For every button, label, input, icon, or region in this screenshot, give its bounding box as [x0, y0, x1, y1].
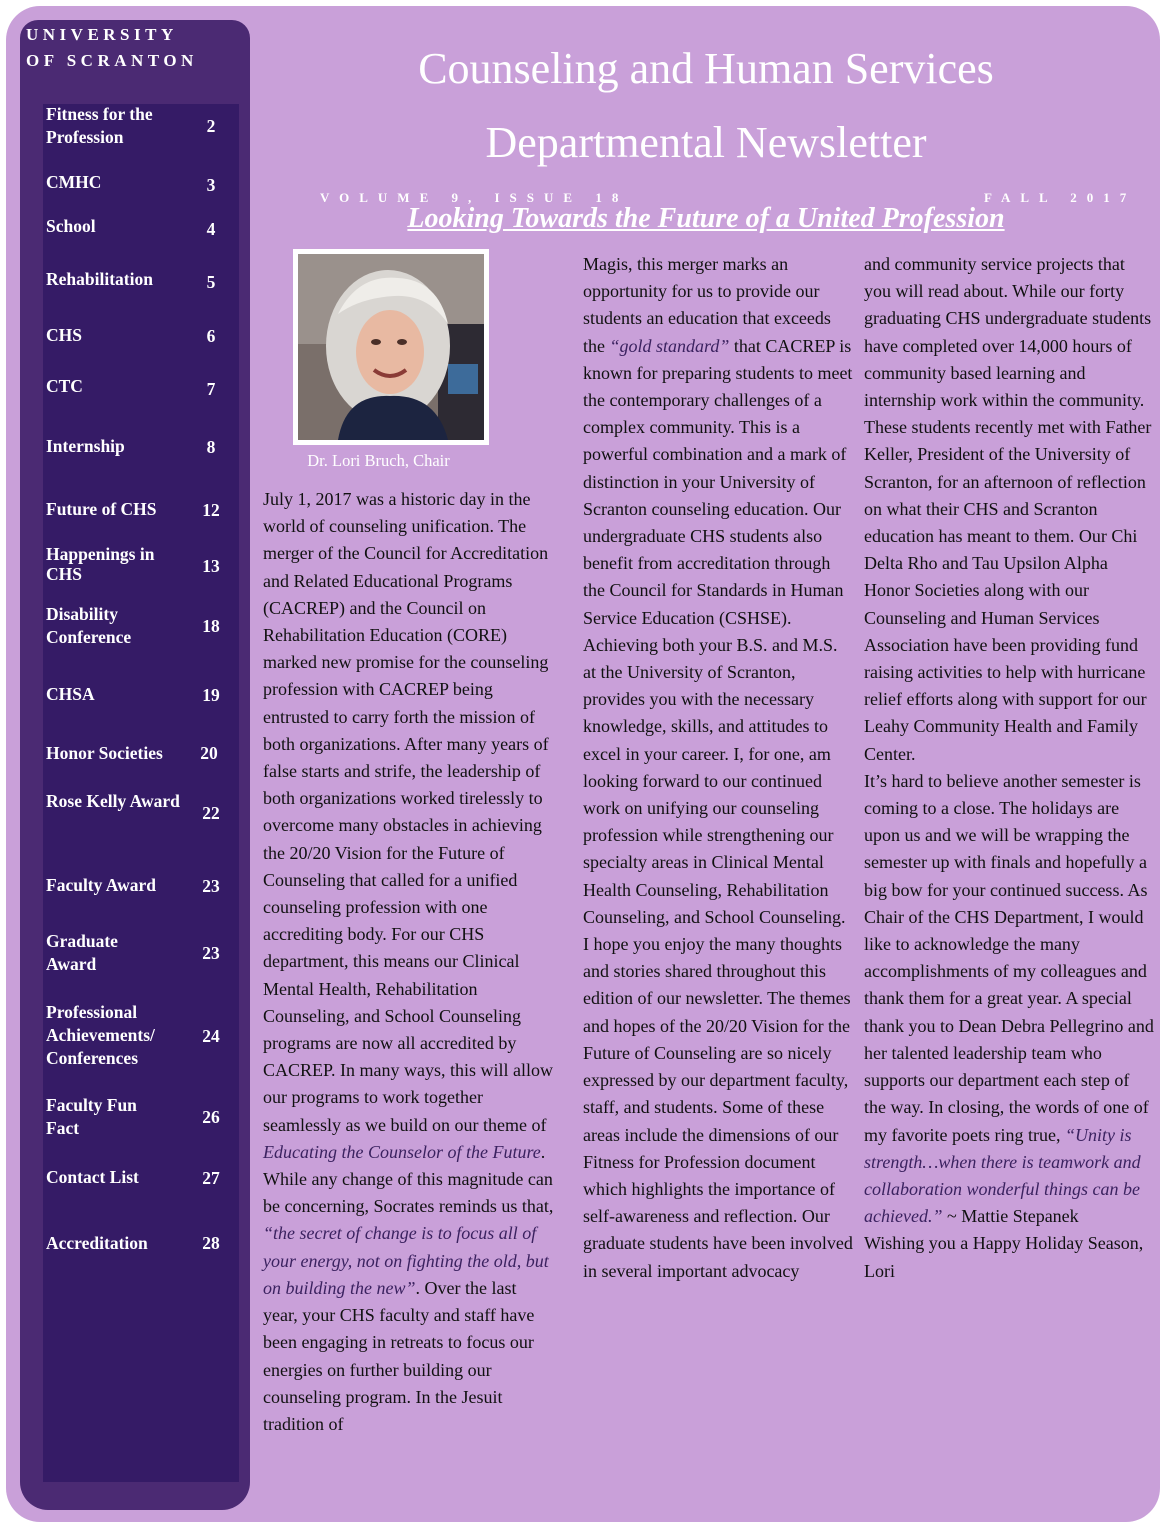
newsletter-title-line-1: Counseling and Human Services	[418, 44, 994, 93]
toc-page: 19	[202, 685, 220, 705]
toc-page: 4	[206, 219, 216, 239]
toc-page: 8	[206, 437, 216, 457]
article-paragraph	[583, 251, 853, 931]
toc-label: Rose Kelly Award	[46, 791, 180, 811]
issue-season: FALL 2017	[984, 190, 1137, 205]
article-paragraph: and community service projects that you will read about. While our forty graduating CHS undergraduate students have completed over 14,000 hours of community based learning and internship work within the community. These students recently met with Father Keller, President of the University of Scranton, for an afternoon of reflection on what their CHS and Scranton education has meant to them. Our Chi Delta Rho and Tau Upsilon Alpha Honor Societies along with our Counseling and Human Services Association have been providing fund raising activities to help with hurricane relief efforts along with support for our Leahy Community Health and Family Center.	[864, 254, 1152, 764]
toc-label: Faculty Award	[46, 875, 157, 895]
volume-issue: VOLUME 9, ISSUE 18	[320, 190, 629, 205]
university-line-2: OF SCRANTON	[26, 51, 198, 70]
toc-label: Professional Achievements/ Conferences	[46, 1002, 155, 1068]
toc-label: Fitness for the Profession	[46, 104, 153, 147]
toc-label: Faculty Fun Fact	[46, 1095, 137, 1138]
toc-label: Contact List	[46, 1167, 139, 1187]
toc-page: 26	[202, 1107, 220, 1127]
toc-label: Accreditation	[46, 1233, 148, 1253]
article-column-1	[263, 486, 555, 1438]
closing-line: Wishing you a Happy Holiday Season,	[864, 1233, 1144, 1254]
toc-label: Disability Conference	[46, 604, 132, 647]
toc-page: 5	[206, 272, 216, 292]
newsletter-title-line-2: Departmental Newsletter	[485, 118, 927, 167]
toc-page: 27	[202, 1168, 220, 1188]
toc-label: Honor Societies	[46, 743, 163, 763]
portrait-image	[298, 254, 484, 440]
article-paragraph	[263, 486, 555, 1438]
university-line-1: UNIVERSITY	[26, 25, 178, 44]
toc-page: 2	[206, 116, 216, 136]
article-text: . Over the last year, your CHS faculty and staff have been engaging in retreats to focus our energies on further building our counseling program. In the Jesuit tradition of	[263, 1277, 535, 1434]
toc-label: CHSA	[46, 684, 95, 704]
toc-label: Graduate Award	[46, 931, 118, 974]
university-name	[26, 22, 236, 74]
toc-page: 18	[202, 616, 220, 636]
toc-label: CMHC	[46, 172, 102, 192]
article-text: . While any change of this magnitude can be concerning, Socrates reminds us that,	[263, 1141, 554, 1217]
toc-label: Rehabilitation	[46, 269, 153, 289]
article-text: that CACREP is known for preparing students to meet the contemporary challenges of a complex community. This is a powerful combination and a mark of distinction in your University of Scranton counseling education. Our undergraduate CHS students also benefit from accreditation through the Council for Standards in Human Service Education (CSHSE). Achieving both your B.S. and M.S. at the University of Scranton, provides you with the necessary knowledge, skills, and attitudes to excel in your career. I, for one, am looking forward to our continued work on unifying our counseling profession while strengthening our specialty areas in Clinical Mental Health Counseling, Rehabilitation Counseling, and School Counseling.	[583, 335, 853, 927]
toc-label: CHS	[46, 325, 82, 345]
newsletter-page	[6, 6, 1160, 1522]
toc-page: 20	[200, 743, 218, 763]
chair-photo	[293, 249, 489, 445]
toc-page: 28	[202, 1233, 220, 1253]
toc-label: Future of CHS	[46, 499, 157, 519]
toc-label: Internship	[46, 436, 125, 456]
toc-page: 13	[202, 556, 220, 576]
socrates-quote: “the secret of change is to focus all of your energy, not on fighting the old, but on building the new”	[263, 1223, 549, 1298]
article-paragraph	[864, 768, 1154, 1230]
article-column-3	[864, 251, 1154, 1285]
toc-page: 3	[206, 175, 216, 195]
article-column-2	[583, 251, 853, 1285]
quote-attribution: ~ Mattie Stepanek	[942, 1206, 1079, 1227]
article-text: July 1, 2017 was a historic day in the world of counseling unification. The merger of the Council for Accreditation and Related Educational Programs (CACREP) and the Council on Rehabilitation Education (CORE) marked new promise for the counseling profession with CACREP being entrusted to carry forth the mission of both organizations. After many years of false starts and strife, the leadership of both organizations worked tirelessly to overcome many obstacles in achieving the 20/20 Vision for the Future of Counseling that called for a unified counseling profession with one accrediting body. For our CHS department, this means our Clinical Mental Health, Rehabilitation Counseling, and School Counseling programs are now all accredited by CACREP. In many ways, this will allow our programs to work together seamlessly as we build on our theme of	[263, 489, 554, 1135]
toc-page: 24	[202, 1026, 220, 1046]
photo-caption: Dr. Lori Bruch, Chair	[307, 451, 450, 470]
article-text: Magis, this merger marks an opportunity for us to provide our students an education that exceeds the	[583, 254, 831, 356]
toc-page: 22	[202, 803, 220, 823]
toc-page: 6	[206, 326, 216, 346]
toc-page: 23	[202, 943, 220, 963]
signature-name: Lori	[864, 1260, 895, 1281]
gold-standard-emphasis: “gold standard”	[609, 335, 730, 356]
toc-label: School	[46, 216, 96, 236]
sidebar	[20, 20, 250, 1510]
toc-page: 12	[202, 500, 220, 520]
article-text: It’s hard to believe another semester is coming to a close. The holidays are upon us and we will be wrapping the semester up with finals and hopefully a big bow for your continued success. As Chair of the CHS Department, I would like to acknowledge the many accomplishments of my colleagues and thank them for a great year. A special thank you to Dean Debra Pellegrino and her talented leadership team who supports our department each step of the way. In closing, the words of one of my favorite poets ring true,	[864, 770, 1154, 1145]
stepanek-quote: “Unity is strength…when there is teamwork and collaboration wonderful things can be achieved.”	[864, 1124, 1141, 1227]
article-paragraph: I hope you enjoy the many thoughts and stories shared throughout this edition of our newsletter. The themes and hopes of the 20/20 Vision for the Future of Counseling are so nicely expressed by our department faculty, staff, and students. Some of these areas include the dimensions of our Fitness for Profession document which highlights the importance of self-awareness and reflection. Our graduate students have been involved in several important advocacy	[583, 934, 853, 1281]
toc-label: Happenings in CHS	[46, 544, 155, 584]
toc-page: 23	[202, 876, 220, 896]
theme-emphasis: Educating the Counselor of the Future	[263, 1141, 541, 1162]
toc-page: 7	[206, 379, 216, 399]
toc-label: CTC	[46, 376, 83, 396]
article-headline: Looking Towards the Future of a United Profession	[407, 203, 1005, 234]
